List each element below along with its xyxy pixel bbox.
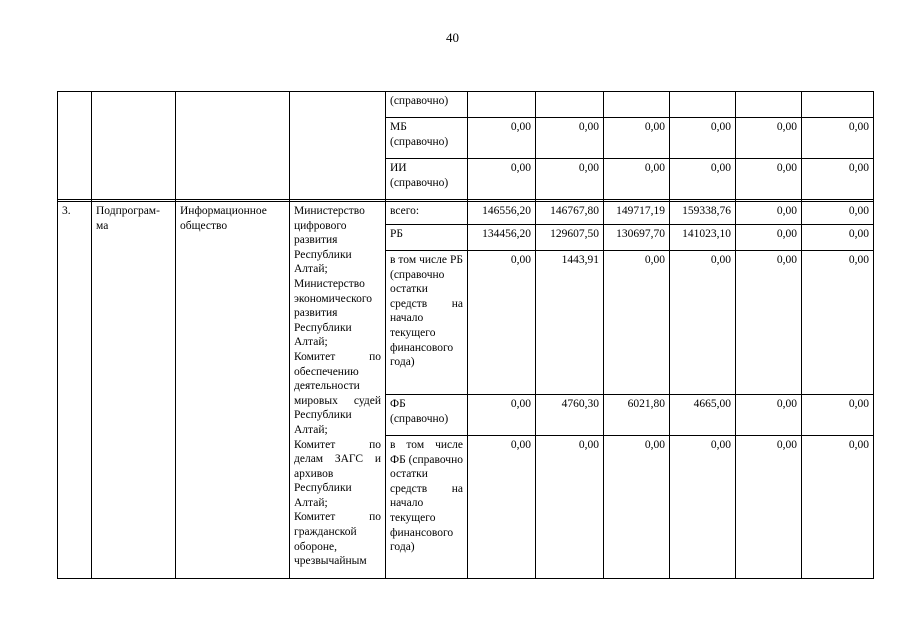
cell-value: 4760,30 <box>536 395 604 436</box>
cell-value: 0,00 <box>802 395 874 436</box>
cell-value: 0,00 <box>468 251 536 395</box>
cell-number <box>58 92 92 200</box>
cell-number: 3. <box>58 202 92 579</box>
cell-value: 6021,80 <box>604 395 670 436</box>
cell-value: 159338,76 <box>670 202 736 225</box>
cell-value <box>604 92 670 118</box>
cell-value <box>468 92 536 118</box>
cell-value: 0,00 <box>736 395 802 436</box>
table-row <box>58 92 874 118</box>
cell-value: 0,00 <box>536 159 604 200</box>
cell-value: 0,00 <box>670 251 736 395</box>
cell-responsible <box>290 92 386 200</box>
cell-value: 134456,20 <box>468 225 536 251</box>
cell-value: 0,00 <box>736 202 802 225</box>
cell-value: 0,00 <box>802 251 874 395</box>
cell-value <box>670 92 736 118</box>
cell-value: 0,00 <box>604 159 670 200</box>
cell-value: 0,00 <box>604 251 670 395</box>
cell-type: Подпрограм- ма <box>92 202 176 579</box>
cell-source: в том числе ФБ (справочно остатки средств на начало текущего финансового года) <box>386 436 468 579</box>
cell-value: 0,00 <box>604 118 670 159</box>
cell-responsible: Министерство цифрового развития Республики Алтай; Министерство экономического развития Республики Алтай; Комитет по обеспечению деятельности мировых судей Республики Алтай; Комитет по делам ЗАГС и архивов Республики Алтай; Комитет по гражданской обороне, чрезвычайным <box>290 202 386 579</box>
cell-value: 0,00 <box>670 118 736 159</box>
cell-value: 129607,50 <box>536 225 604 251</box>
cell-value: 0,00 <box>604 436 670 579</box>
cell-name: Информационное общество <box>176 202 290 579</box>
cell-value: 149717,19 <box>604 202 670 225</box>
cell-value: 0,00 <box>536 118 604 159</box>
cell-value: 0,00 <box>468 159 536 200</box>
cell-value: 0,00 <box>468 118 536 159</box>
budget-table <box>57 91 874 579</box>
cell-value: 0,00 <box>536 436 604 579</box>
cell-source: ИИ (справочно) <box>386 159 468 200</box>
cell-type <box>92 92 176 200</box>
cell-source: МБ (справочно) <box>386 118 468 159</box>
cell-source: всего: <box>386 202 468 225</box>
cell-value: 0,00 <box>736 225 802 251</box>
cell-value: 0,00 <box>802 118 874 159</box>
cell-value: 0,00 <box>736 436 802 579</box>
cell-value: 141023,10 <box>670 225 736 251</box>
cell-value: 0,00 <box>670 159 736 200</box>
cell-value: 0,00 <box>802 225 874 251</box>
cell-value: 0,00 <box>468 436 536 579</box>
cell-value: 0,00 <box>468 395 536 436</box>
cell-value: 0,00 <box>802 159 874 200</box>
cell-value <box>536 92 604 118</box>
cell-value: 146556,20 <box>468 202 536 225</box>
cell-value: 0,00 <box>736 251 802 395</box>
cell-value: 0,00 <box>802 436 874 579</box>
cell-value: 0,00 <box>670 436 736 579</box>
cell-source: (справочно) <box>386 92 468 118</box>
cell-source: ФБ (справочно) <box>386 395 468 436</box>
table-row <box>58 202 874 225</box>
cell-source: РБ <box>386 225 468 251</box>
cell-source: в том числе РБ (справочно остатки средств на начало текущего финансового года) <box>386 251 468 395</box>
cell-value: 146767,80 <box>536 202 604 225</box>
cell-value: 1443,91 <box>536 251 604 395</box>
cell-value: 0,00 <box>736 118 802 159</box>
cell-name <box>176 92 290 200</box>
cell-value: 0,00 <box>736 159 802 200</box>
cell-value: 0,00 <box>802 202 874 225</box>
cell-value: 4665,00 <box>670 395 736 436</box>
cell-value <box>736 92 802 118</box>
cell-value: 130697,70 <box>604 225 670 251</box>
cell-value <box>802 92 874 118</box>
page-number: 40 <box>446 30 459 45</box>
